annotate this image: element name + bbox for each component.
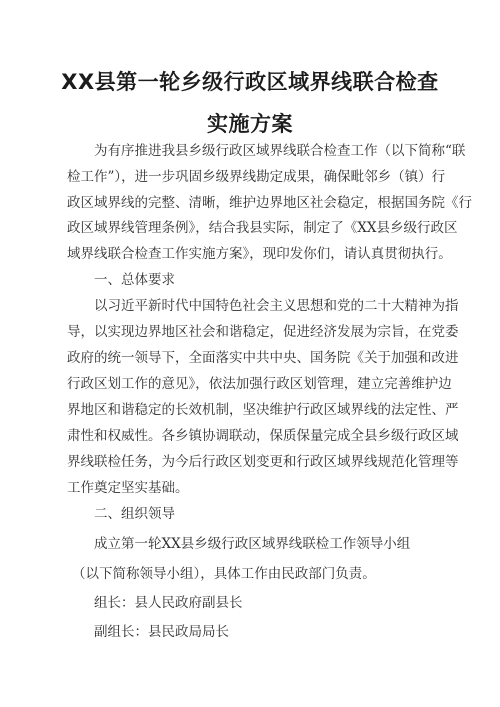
deputy-leader-line: 副组长：县民政局局长 <box>94 624 229 640</box>
section-2-line-2: （以下简称领导小组），具体工作由民政部门负责。 <box>72 566 376 582</box>
intro-line: 政区域界线的完整、清晰，维护边界地区社会稳定，根据国务院《行 <box>67 195 472 211</box>
section-1-heading: 一、总体要求 <box>94 272 175 288</box>
section-1-line: 以习近平新时代中国特色社会主义思想和党的二十大精神为指 <box>94 298 459 314</box>
leader-line: 组长：县人民政府副县长 <box>94 595 243 611</box>
document-title-line-1: XX县第一轮乡级行政区域界线联合检查 <box>61 70 439 94</box>
section-1-line: 界地区和谐稳定的长效机制，坚决维护行政区域界线的法定性、严 <box>67 402 459 418</box>
intro-line: 政区域界线管理条例》，结合我县实际，制定了《XX县乡级行政区 <box>67 220 458 236</box>
intro-line: 检工作”），进一步巩固乡级界线勘定成果，确保毗邻乡（镇）行 <box>67 169 446 185</box>
section-1-line: 行政区划工作的意见》，依法加强行政区划管理，建立完善维护边 <box>67 376 452 392</box>
section-1-line: 肃性和权威性。各乡镇协调联动，保质保量完成全县乡级行政区域 <box>67 428 459 444</box>
section-1-line: 导，以实现边界地区社会和谐稳定，促进经济发展为宗旨，在党委 <box>67 324 459 340</box>
intro-line: 为有序推进我县乡级行政区域界线联合检查工作（以下简称“联 <box>94 143 466 159</box>
intro-line: 域界线联合检查工作实施方案》，现印发你们，请认真贯彻执行。 <box>67 246 452 262</box>
section-1-line: 界线联检任务，为今后行政区划变更和行政区域界线规范化管理等 <box>67 454 459 470</box>
section-1-line: 政府的统一领导下，全面落实中共中央、国务院《关于加强和改进 <box>67 350 459 366</box>
section-2-heading: 二、组织领导 <box>94 506 175 522</box>
section-2-line-1: 成立第一轮XX县乡级行政区域界线联检工作领导小组 <box>94 536 411 552</box>
section-1-line: 工作奠定坚实基础。 <box>67 480 189 496</box>
document-title-line-2: 实施方案 <box>207 112 293 136</box>
